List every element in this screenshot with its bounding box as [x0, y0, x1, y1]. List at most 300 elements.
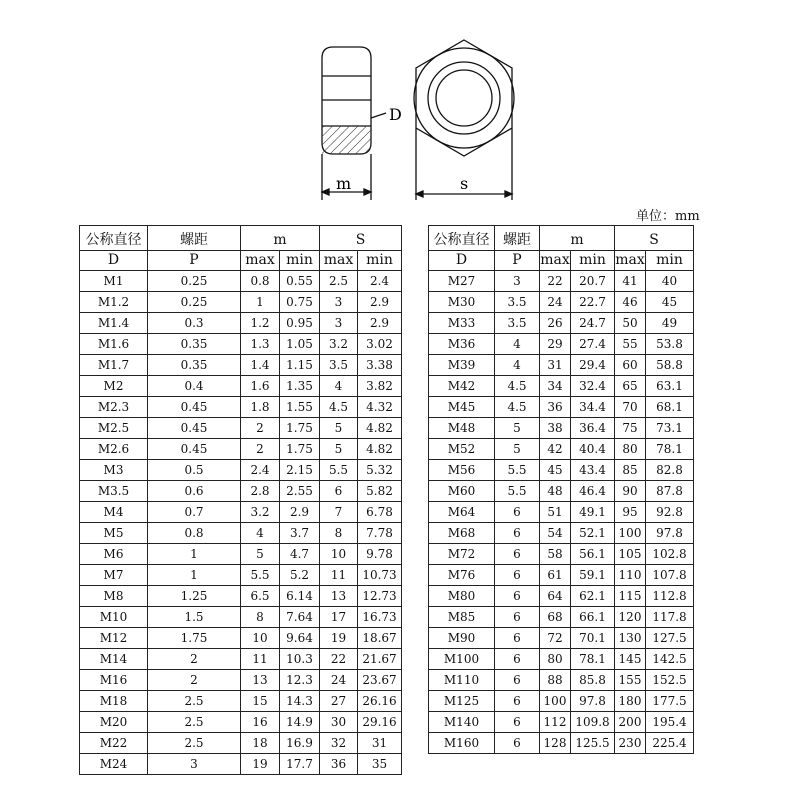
cell-s-max: 46	[615, 292, 646, 313]
cell-size: M52	[429, 439, 495, 460]
table-row	[429, 523, 694, 544]
cell-pitch: 6	[495, 649, 540, 670]
cell-m-max: 24	[540, 292, 571, 313]
header-m-max: max	[540, 251, 571, 271]
cell-s-min: 31	[358, 733, 402, 754]
cell-s-max: 130	[615, 628, 646, 649]
cell-s-min: 225.4	[646, 733, 694, 754]
header-pitch: 螺距	[495, 226, 540, 251]
cell-m-max: 11	[241, 649, 280, 670]
cell-m-max: 64	[540, 586, 571, 607]
cell-m-min: 32.4	[571, 376, 615, 397]
header-s-min: min	[646, 251, 694, 271]
cell-m-min: 16.9	[280, 733, 320, 754]
cell-s-min: 35	[358, 754, 402, 775]
cell-m-min: 1.05	[280, 334, 320, 355]
table-row	[80, 733, 402, 754]
cell-s-min: 16.73	[358, 607, 402, 628]
cell-pitch: 3	[148, 754, 241, 775]
cell-s-max: 90	[615, 481, 646, 502]
cell-s-min: 3.38	[358, 355, 402, 376]
cell-size: M42	[429, 376, 495, 397]
cell-pitch: 4.5	[495, 397, 540, 418]
table-row	[429, 649, 694, 670]
cell-m-min: 78.1	[571, 649, 615, 670]
cell-m-min: 125.5	[571, 733, 615, 754]
cell-m-min: 6.14	[280, 586, 320, 607]
cell-s-min: 40	[646, 271, 694, 292]
cell-pitch: 0.25	[148, 271, 241, 292]
table-row	[80, 460, 402, 481]
header-p: P	[495, 251, 540, 271]
cell-m-min: 34.4	[571, 397, 615, 418]
cell-s-max: 80	[615, 439, 646, 460]
table-row	[429, 313, 694, 334]
cell-s-min: 53.8	[646, 334, 694, 355]
cell-s-max: 19	[320, 628, 358, 649]
cell-s-max: 3.2	[320, 334, 358, 355]
cell-size: M3	[80, 460, 148, 481]
cell-s-min: 117.8	[646, 607, 694, 628]
cell-m-min: 3.7	[280, 523, 320, 544]
cell-m-max: 1.3	[241, 334, 280, 355]
cell-s-min: 2.9	[358, 313, 402, 334]
cell-m-max: 58	[540, 544, 571, 565]
cell-size: M20	[80, 712, 148, 733]
cell-m-max: 2.8	[241, 481, 280, 502]
cell-s-max: 17	[320, 607, 358, 628]
cell-pitch: 0.35	[148, 334, 241, 355]
header-m: m	[540, 226, 615, 251]
cell-s-min: 2.9	[358, 292, 402, 313]
cell-pitch: 1	[148, 565, 241, 586]
cell-m-min: 5.2	[280, 565, 320, 586]
cell-pitch: 5	[495, 439, 540, 460]
nut-side-view	[322, 47, 386, 200]
cell-m-min: 70.1	[571, 628, 615, 649]
cell-s-min: 7.78	[358, 523, 402, 544]
cell-s-max: 24	[320, 670, 358, 691]
cell-size: M24	[80, 754, 148, 775]
cell-s-max: 2.5	[320, 271, 358, 292]
cell-pitch: 6	[495, 523, 540, 544]
spec-table-left	[79, 225, 402, 775]
cell-s-max: 85	[615, 460, 646, 481]
cell-m-min: 1.75	[280, 439, 320, 460]
cell-s-min: 73.1	[646, 418, 694, 439]
header-s-max: max	[320, 251, 358, 271]
cell-pitch: 2	[148, 670, 241, 691]
cell-m-min: 56.1	[571, 544, 615, 565]
cell-pitch: 0.45	[148, 439, 241, 460]
cell-m-max: 48	[540, 481, 571, 502]
cell-pitch: 6	[495, 712, 540, 733]
cell-s-max: 36	[320, 754, 358, 775]
table-row	[80, 481, 402, 502]
cell-m-min: 52.1	[571, 523, 615, 544]
cell-s-min: 58.8	[646, 355, 694, 376]
table-row	[80, 649, 402, 670]
cell-size: M1.2	[80, 292, 148, 313]
cell-m-min: 1.75	[280, 418, 320, 439]
cell-m-max: 22	[540, 271, 571, 292]
cell-s-min: 12.73	[358, 586, 402, 607]
cell-m-min: 4.7	[280, 544, 320, 565]
header-s: S	[615, 226, 694, 251]
cell-m-max: 19	[241, 754, 280, 775]
header-pitch: 螺距	[148, 226, 241, 251]
cell-m-max: 100	[540, 691, 571, 712]
cell-pitch: 0.5	[148, 460, 241, 481]
cell-s-min: 82.8	[646, 460, 694, 481]
header-d: D	[80, 251, 148, 271]
cell-size: M18	[80, 691, 148, 712]
cell-size: M1	[80, 271, 148, 292]
table-row	[429, 271, 694, 292]
cell-m-max: 61	[540, 565, 571, 586]
table-row	[80, 334, 402, 355]
cell-s-max: 3	[320, 313, 358, 334]
cell-pitch: 6	[495, 628, 540, 649]
cell-s-max: 60	[615, 355, 646, 376]
table-row	[429, 607, 694, 628]
cell-size: M160	[429, 733, 495, 754]
table-row	[429, 292, 694, 313]
cell-s-min: 63.1	[646, 376, 694, 397]
cell-s-min: 18.67	[358, 628, 402, 649]
cell-m-max: 29	[540, 334, 571, 355]
cell-m-max: 42	[540, 439, 571, 460]
table-row	[80, 754, 402, 775]
cell-s-min: 78.1	[646, 439, 694, 460]
cell-size: M12	[80, 628, 148, 649]
cell-s-min: 23.67	[358, 670, 402, 691]
cell-s-min: 107.8	[646, 565, 694, 586]
cell-m-min: 2.15	[280, 460, 320, 481]
cell-s-max: 50	[615, 313, 646, 334]
table-row	[80, 712, 402, 733]
cell-pitch: 3.5	[495, 313, 540, 334]
table-row	[80, 376, 402, 397]
cell-pitch: 5.5	[495, 481, 540, 502]
cell-s-max: 3.5	[320, 355, 358, 376]
cell-s-max: 32	[320, 733, 358, 754]
hex-nut-drawing	[0, 0, 800, 220]
table-row	[80, 691, 402, 712]
cell-pitch: 3.5	[495, 292, 540, 313]
cell-m-min: 40.4	[571, 439, 615, 460]
cell-size: M3.5	[80, 481, 148, 502]
cell-s-min: 195.4	[646, 712, 694, 733]
table-row	[80, 628, 402, 649]
cell-m-min: 10.3	[280, 649, 320, 670]
header-m-max: max	[241, 251, 280, 271]
table-row	[429, 481, 694, 502]
cell-m-max: 1.8	[241, 397, 280, 418]
cell-s-max: 230	[615, 733, 646, 754]
cell-pitch: 6	[495, 670, 540, 691]
cell-s-max: 100	[615, 523, 646, 544]
cell-pitch: 2.5	[148, 733, 241, 754]
cell-m-max: 1	[241, 292, 280, 313]
table-row	[80, 418, 402, 439]
cell-size: M68	[429, 523, 495, 544]
cell-s-max: 70	[615, 397, 646, 418]
cell-s-min: 5.32	[358, 460, 402, 481]
cell-s-min: 5.82	[358, 481, 402, 502]
cell-m-max: 1.6	[241, 376, 280, 397]
cell-s-max: 6	[320, 481, 358, 502]
cell-size: M33	[429, 313, 495, 334]
cell-m-min: 22.7	[571, 292, 615, 313]
cell-m-max: 68	[540, 607, 571, 628]
cell-s-max: 5.5	[320, 460, 358, 481]
cell-s-max: 27	[320, 691, 358, 712]
table-row	[80, 586, 402, 607]
cell-s-min: 68.1	[646, 397, 694, 418]
cell-size: M1.7	[80, 355, 148, 376]
header-nominal-diameter: 公称直径	[429, 226, 495, 251]
cell-s-max: 4	[320, 376, 358, 397]
cell-size: M36	[429, 334, 495, 355]
cell-s-max: 3	[320, 292, 358, 313]
cell-m-min: 14.3	[280, 691, 320, 712]
cell-pitch: 6	[495, 502, 540, 523]
table-row	[429, 628, 694, 649]
cell-size: M27	[429, 271, 495, 292]
cell-s-min: 3.02	[358, 334, 402, 355]
cell-size: M48	[429, 418, 495, 439]
cell-m-max: 112	[540, 712, 571, 733]
cell-m-min: 62.1	[571, 586, 615, 607]
cell-m-max: 51	[540, 502, 571, 523]
cell-m-max: 3.2	[241, 502, 280, 523]
cell-s-min: 102.8	[646, 544, 694, 565]
table-row	[429, 670, 694, 691]
cell-m-min: 9.64	[280, 628, 320, 649]
cell-m-min: 0.75	[280, 292, 320, 313]
cell-s-max: 5	[320, 439, 358, 460]
cell-m-min: 66.1	[571, 607, 615, 628]
cell-pitch: 1.5	[148, 607, 241, 628]
cell-s-max: 115	[615, 586, 646, 607]
cell-pitch: 0.45	[148, 397, 241, 418]
cell-s-min: 29.16	[358, 712, 402, 733]
cell-pitch: 5.5	[495, 460, 540, 481]
cell-pitch: 6	[495, 691, 540, 712]
cell-m-max: 1.2	[241, 313, 280, 334]
header-s-min: min	[358, 251, 402, 271]
cell-size: M7	[80, 565, 148, 586]
header-s-max: max	[615, 251, 646, 271]
cell-s-max: 13	[320, 586, 358, 607]
cell-m-max: 45	[540, 460, 571, 481]
cell-size: M72	[429, 544, 495, 565]
cell-s-max: 55	[615, 334, 646, 355]
cell-size: M2.6	[80, 439, 148, 460]
header-m: m	[241, 226, 320, 251]
cell-m-min: 1.15	[280, 355, 320, 376]
cell-m-min: 29.4	[571, 355, 615, 376]
cell-pitch: 0.35	[148, 355, 241, 376]
cell-s-min: 49	[646, 313, 694, 334]
cell-pitch: 4	[495, 355, 540, 376]
table-row	[80, 523, 402, 544]
table-row	[429, 355, 694, 376]
header-row-1	[80, 226, 402, 251]
cell-s-max: 5	[320, 418, 358, 439]
cell-m-min: 43.4	[571, 460, 615, 481]
table-row	[80, 565, 402, 586]
cell-size: M14	[80, 649, 148, 670]
table-row	[80, 544, 402, 565]
label-d: D	[389, 105, 402, 124]
cell-pitch: 6	[495, 733, 540, 754]
table-row	[80, 670, 402, 691]
table-row	[80, 271, 402, 292]
cell-s-max: 110	[615, 565, 646, 586]
cell-size: M85	[429, 607, 495, 628]
cell-m-max: 13	[241, 670, 280, 691]
cell-size: M2.3	[80, 397, 148, 418]
cell-m-max: 38	[540, 418, 571, 439]
cell-s-max: 180	[615, 691, 646, 712]
header-row-2	[80, 251, 402, 271]
table-row	[429, 712, 694, 733]
cell-pitch: 2	[148, 649, 241, 670]
cell-pitch: 0.45	[148, 418, 241, 439]
cell-s-max: 65	[615, 376, 646, 397]
cell-m-min: 1.55	[280, 397, 320, 418]
cell-pitch: 6	[495, 586, 540, 607]
cell-m-max: 15	[241, 691, 280, 712]
cell-size: M76	[429, 565, 495, 586]
cell-s-min: 6.78	[358, 502, 402, 523]
cell-pitch: 1.75	[148, 628, 241, 649]
cell-m-max: 88	[540, 670, 571, 691]
cell-s-min: 87.8	[646, 481, 694, 502]
cell-pitch: 0.7	[148, 502, 241, 523]
cell-s-min: 3.82	[358, 376, 402, 397]
cell-pitch: 6	[495, 544, 540, 565]
cell-m-min: 27.4	[571, 334, 615, 355]
cell-pitch: 0.8	[148, 523, 241, 544]
label-m: m	[336, 174, 352, 193]
cell-m-min: 1.35	[280, 376, 320, 397]
cell-s-min: 92.8	[646, 502, 694, 523]
cell-s-min: 45	[646, 292, 694, 313]
unit-label: 单位：mm	[636, 209, 700, 224]
table-row	[80, 313, 402, 334]
cell-m-max: 72	[540, 628, 571, 649]
cell-s-max: 30	[320, 712, 358, 733]
table-row	[429, 733, 694, 754]
cell-s-min: 4.32	[358, 397, 402, 418]
cell-m-min: 2.55	[280, 481, 320, 502]
cell-m-min: 59.1	[571, 565, 615, 586]
table-row	[429, 565, 694, 586]
cell-s-min: 9.78	[358, 544, 402, 565]
cell-s-max: 4.5	[320, 397, 358, 418]
cell-size: M1.4	[80, 313, 148, 334]
cell-size: M125	[429, 691, 495, 712]
cell-m-min: 7.64	[280, 607, 320, 628]
cell-m-max: 34	[540, 376, 571, 397]
cell-size: M2	[80, 376, 148, 397]
cell-s-min: 97.8	[646, 523, 694, 544]
cell-pitch: 0.6	[148, 481, 241, 502]
cell-size: M56	[429, 460, 495, 481]
header-s: S	[320, 226, 402, 251]
cell-m-max: 10	[241, 628, 280, 649]
header-row-2	[429, 251, 694, 271]
cell-size: M140	[429, 712, 495, 733]
cell-size: M4	[80, 502, 148, 523]
cell-m-max: 2	[241, 418, 280, 439]
cell-size: M45	[429, 397, 495, 418]
cell-s-min: 112.8	[646, 586, 694, 607]
cell-s-max: 105	[615, 544, 646, 565]
cell-m-max: 0.8	[241, 271, 280, 292]
cell-pitch: 1.25	[148, 586, 241, 607]
cell-m-min: 85.8	[571, 670, 615, 691]
cell-s-max: 75	[615, 418, 646, 439]
header-row-1	[429, 226, 694, 251]
table-row	[429, 334, 694, 355]
cell-m-max: 8	[241, 607, 280, 628]
cell-size: M60	[429, 481, 495, 502]
cell-s-max: 155	[615, 670, 646, 691]
cell-m-max: 31	[540, 355, 571, 376]
cell-m-min: 36.4	[571, 418, 615, 439]
cell-s-min: 2.4	[358, 271, 402, 292]
cell-size: M10	[80, 607, 148, 628]
header-d: D	[429, 251, 495, 271]
cell-size: M30	[429, 292, 495, 313]
cell-m-max: 1.4	[241, 355, 280, 376]
cell-pitch: 6	[495, 607, 540, 628]
cell-s-max: 10	[320, 544, 358, 565]
cell-size: M100	[429, 649, 495, 670]
cell-size: M2.5	[80, 418, 148, 439]
cell-s-min: 21.67	[358, 649, 402, 670]
cell-pitch: 5	[495, 418, 540, 439]
cell-m-min: 24.7	[571, 313, 615, 334]
cell-m-min: 2.9	[280, 502, 320, 523]
cell-m-max: 26	[540, 313, 571, 334]
cell-s-max: 8	[320, 523, 358, 544]
cell-m-min: 20.7	[571, 271, 615, 292]
table-row	[80, 292, 402, 313]
cell-s-min: 26.16	[358, 691, 402, 712]
cell-m-max: 4	[241, 523, 280, 544]
table-row	[80, 439, 402, 460]
cell-m-max: 128	[540, 733, 571, 754]
cell-m-min: 109.8	[571, 712, 615, 733]
header-p: P	[148, 251, 241, 271]
header-m-min: min	[571, 251, 615, 271]
cell-s-min: 4.82	[358, 418, 402, 439]
cell-s-max: 7	[320, 502, 358, 523]
cell-m-min: 14.9	[280, 712, 320, 733]
cell-s-max: 145	[615, 649, 646, 670]
cell-m-min: 12.3	[280, 670, 320, 691]
label-s: s	[460, 174, 469, 193]
header-nominal-diameter: 公称直径	[80, 226, 148, 251]
table-row	[80, 502, 402, 523]
table-row	[80, 355, 402, 376]
cell-size: M64	[429, 502, 495, 523]
